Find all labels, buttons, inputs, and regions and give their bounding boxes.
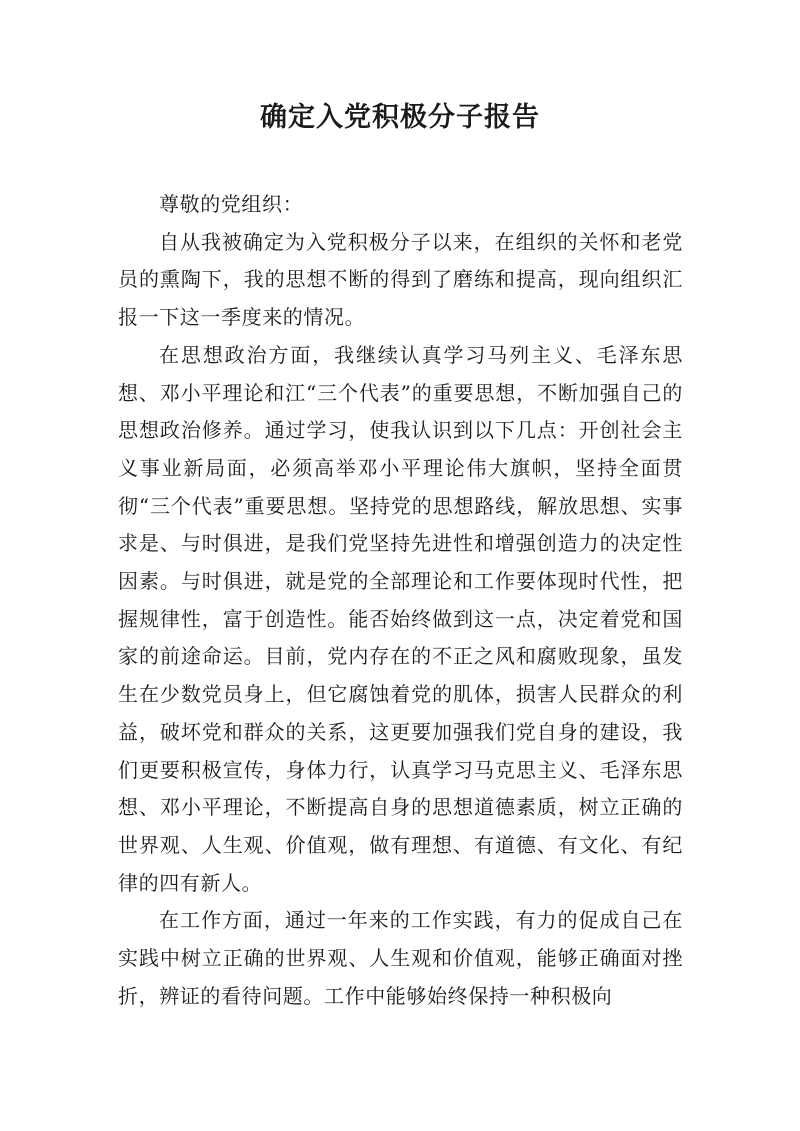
document-title: 确定入党积极分子报告 xyxy=(260,102,540,133)
paragraph-political-thought: 在思想政治方面，我继续认真学习马列主义、毛泽东思想、邓小平理论和江“三个代表”的重要思想，不断加强自己的思想政治修养。通过学习，使我认识到以下几点：开创社会主义事业新局面，必须高举邓小平理论伟大旗帜，坚持全面贯彻“三个代表”重要思想。坚持党的思想路线，解放思想、实事求是、与时俱进，是我们党坚持先进性和增强创造力的决定性因素。与时俱进，就是党的全部理论和工作要体现时代性，把握规律性，富于创造性。能否始终做到这一点，决定着党和国家的前途命运。目前，党内存在的不正之风和腐败现象，虽发生在少数党员身上，但它腐蚀着党的肌体，损害人民群众的利益，破坏党和群众的关系，这更要加强我们党自身的建设，我们更要积极宣传，身体力行，认真学习马克思主义、毛泽东思想、邓小平理论，不断提高自身的思想道德素质，树立正确的世界观、人生观、价值观，做有理想、有道德、有文化、有纪律的四有新人。 xyxy=(118,342,683,895)
paragraph-intro: 自从我被确定为入党积极分子以来，在组织的关怀和老党员的熏陶下，我的思想不断的得到了磨练和提高，现向组织汇报一下这一季度来的情况。 xyxy=(118,229,683,330)
salutation: 尊敬的党组织： xyxy=(159,192,304,216)
document-body xyxy=(118,186,683,1015)
paragraph-work: 在工作方面，通过一年来的工作实践，有力的促成自己在实践中树立正确的世界观、人生观和价值观，能够正确面对挫折，辨证的看待问题。工作中能够始终保持一种积极向 xyxy=(118,908,683,1008)
